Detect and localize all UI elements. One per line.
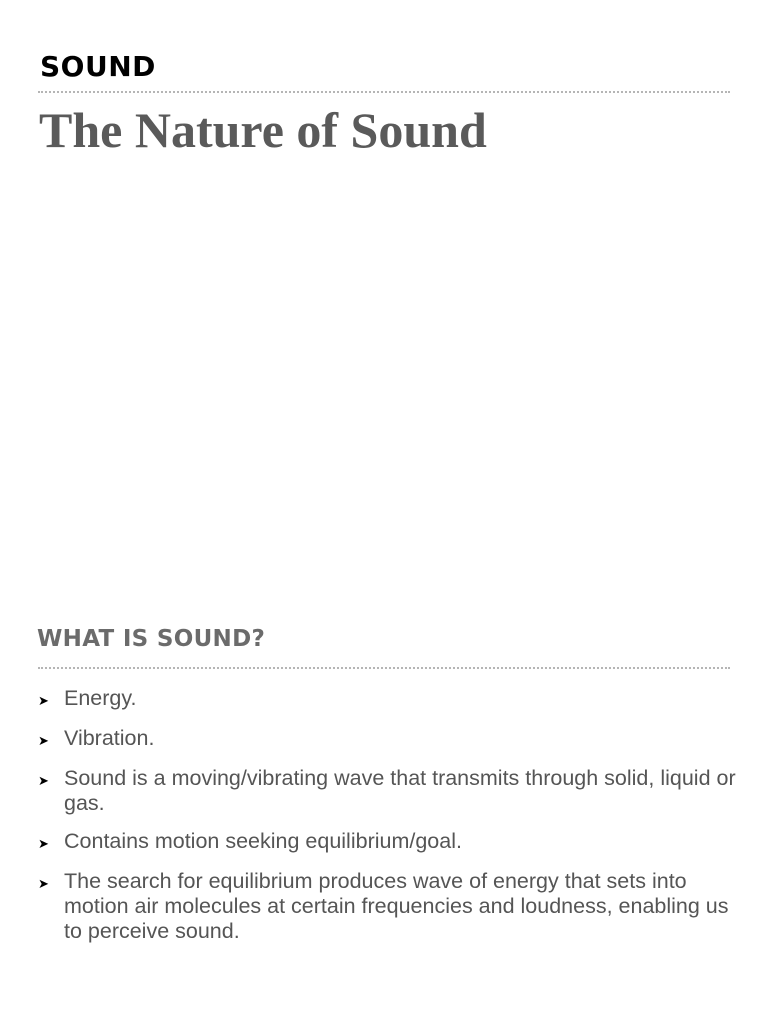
bullet-text: Sound is a moving/vibrating wave that transmits through solid, liquid or gas. — [64, 766, 736, 815]
bullet-text: Vibration. — [64, 726, 155, 750]
list-item — [38, 869, 738, 944]
arrowhead-right-icon: ➤ — [38, 876, 49, 891]
arrowhead-right-icon: ➤ — [38, 733, 49, 748]
dotted-divider-top — [38, 91, 730, 93]
bullet-list — [38, 686, 738, 957]
list-item — [38, 766, 738, 816]
bullet-text: Contains motion seeking equilibrium/goal. — [64, 829, 462, 853]
list-item — [38, 686, 738, 713]
dotted-divider-section — [38, 667, 730, 669]
arrowhead-right-icon: ➤ — [38, 693, 49, 708]
list-item — [38, 829, 738, 856]
bullet-text: The search for equilibrium produces wave of energy that sets into motion air molecules at certain frequencies and loudness, enabling us to perceive sound. — [64, 869, 729, 943]
section-heading: WHAT IS SOUND? — [37, 626, 266, 652]
arrowhead-right-icon: ➤ — [38, 773, 49, 788]
bullet-text: Energy. — [64, 686, 137, 710]
arrowhead-right-icon: ➤ — [38, 836, 49, 851]
section-kicker: SOUND — [40, 50, 156, 83]
list-item — [38, 726, 738, 753]
page-title: The Nature of Sound — [39, 102, 487, 158]
